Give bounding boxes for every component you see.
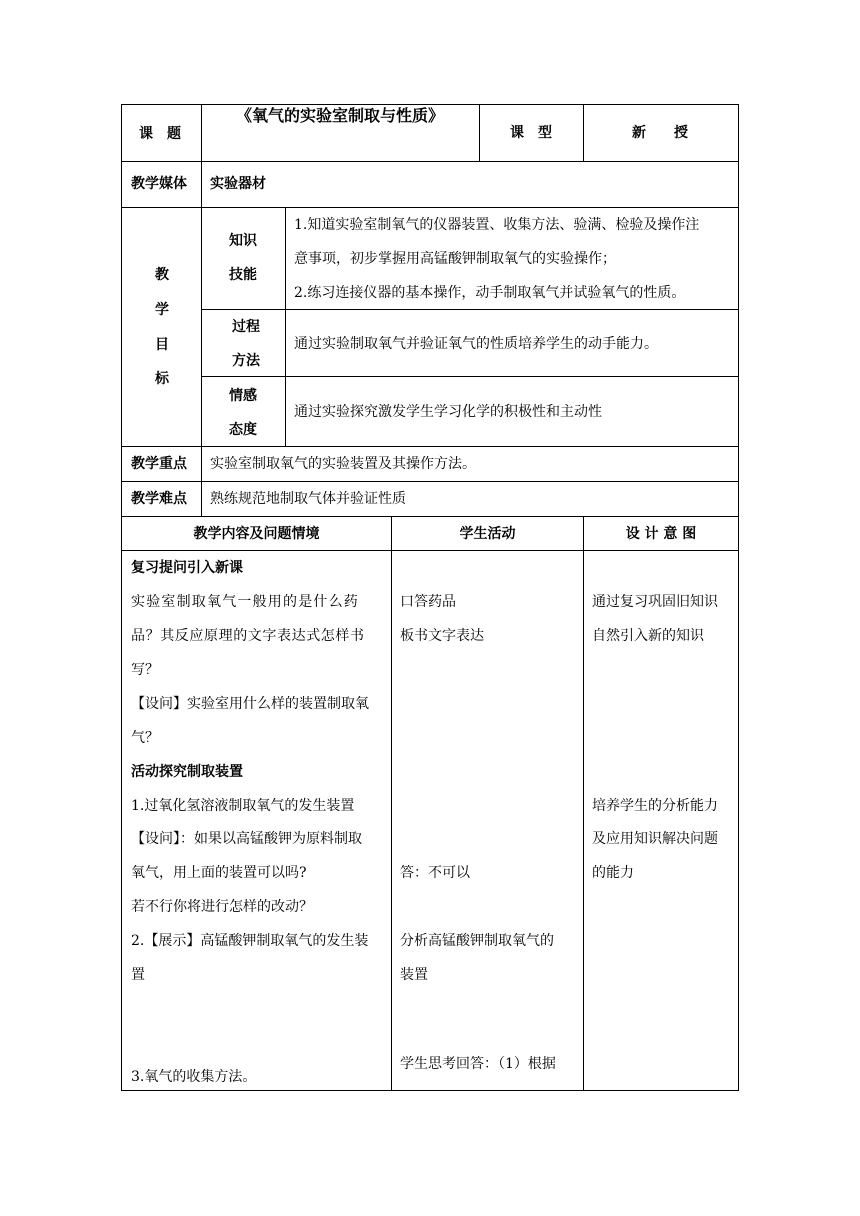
objectives-label-char: 目 xyxy=(155,337,169,353)
student-activity: 答：不可以 xyxy=(400,865,470,881)
design-intent: 的能力 xyxy=(592,865,634,881)
difficulty-value: 熟练规范地制取气体并验证性质 xyxy=(210,491,406,507)
table-rule xyxy=(121,104,739,105)
table-rule xyxy=(121,550,739,551)
key-point-value: 实验室制取氧气的实验装置及其操作方法。 xyxy=(210,456,476,472)
section-heading: 复习提问引入新课 xyxy=(131,560,243,576)
media-value: 实验器材 xyxy=(210,176,266,192)
table-rule xyxy=(285,207,286,446)
table-rule xyxy=(201,309,739,310)
student-activity: 装置 xyxy=(400,967,428,983)
student-activity: 分析高锰酸钾制取氧气的 xyxy=(400,933,554,949)
content-line: 气？ xyxy=(131,730,159,746)
process-text: 通过实验制取氧气并验证氧气的性质培养学生的动手能力。 xyxy=(294,336,658,352)
content-line: 若不行你将进行怎样的改动？ xyxy=(131,899,313,915)
table-rule xyxy=(583,516,584,1091)
table-rule xyxy=(121,1090,739,1091)
section-heading: 活动探究制取装置 xyxy=(131,764,243,780)
table-rule xyxy=(201,104,202,516)
knowledge-label: 知识 xyxy=(229,233,257,249)
content-line: 3.氧气的收集方法。 xyxy=(131,1069,257,1085)
table-rule xyxy=(479,104,480,161)
objectives-label-char: 学 xyxy=(155,302,169,318)
student-activity: 口答药品 xyxy=(400,594,456,610)
table-rule xyxy=(121,481,739,482)
table-rule xyxy=(121,161,739,162)
key-point-label: 教学重点 xyxy=(131,456,187,472)
table-rule xyxy=(583,104,584,161)
content-line: 置 xyxy=(131,967,145,983)
lesson-type-label: 课 型 xyxy=(510,125,552,141)
emotion-label: 态度 xyxy=(229,422,257,438)
content-line: 【设问】实验室用什么样的装置制取氧 xyxy=(131,696,369,712)
lesson-type-value: 新 授 xyxy=(632,125,688,141)
emotion-label: 情感 xyxy=(229,388,257,404)
table-rule xyxy=(738,104,739,1091)
column-header-design: 设 计 意 图 xyxy=(625,526,697,542)
emotion-text: 通过实验探究激发学生学习化学的积极性和主动性 xyxy=(294,404,602,420)
difficulty-label: 教学难点 xyxy=(131,491,187,507)
process-label: 方法 xyxy=(232,353,260,369)
knowledge-text: 意事项，初步掌握用高锰酸钾制取氧气的实验操作； xyxy=(294,251,616,267)
content-line: 实验室制取氧气一般用的是什么药 xyxy=(131,594,359,610)
student-activity: 板书文字表达 xyxy=(400,628,484,644)
table-rule xyxy=(121,446,739,447)
table-rule xyxy=(121,104,122,1091)
table-rule xyxy=(121,516,739,517)
knowledge-text: 1.知道实验室制氧气的仪器装置、收集方法、验满、检验及操作注 xyxy=(294,217,700,233)
table-rule xyxy=(121,207,739,208)
content-line: 2.【展示】高锰酸钾制取氧气的发生装 xyxy=(131,933,369,949)
design-intent: 通过复习巩固旧知识 xyxy=(592,594,718,610)
objectives-label-char: 标 xyxy=(155,371,169,387)
objectives-label-char: 教 xyxy=(155,267,169,283)
design-intent: 培养学生的分析能力 xyxy=(592,798,718,814)
knowledge-text: 2.练习连接仪器的基本操作，动手制取氧气并试验氧气的性质。 xyxy=(294,285,686,301)
design-intent: 自然引入新的知识 xyxy=(592,628,704,644)
content-line: 氧气，用上面的装置可以吗? xyxy=(131,865,307,881)
student-activity: 学生思考回答：（1）根据 xyxy=(400,1056,556,1072)
media-label: 教学媒体 xyxy=(131,176,187,192)
content-line: 品？其反应原理的文字表达式怎样书 xyxy=(131,628,365,644)
table-rule xyxy=(201,376,739,377)
design-intent: 及应用知识解决问题 xyxy=(592,831,718,847)
column-header-content: 教学内容及问题情境 xyxy=(193,526,320,542)
content-line: 1.过氧化氢溶液制取氧气的发生装置 xyxy=(131,798,355,814)
content-line: 【设问】：如果以高锰酸钾为原料制取 xyxy=(131,831,362,847)
lesson-title: 《氧气的实验室制取与性质》 xyxy=(236,106,445,125)
knowledge-label: 技能 xyxy=(229,267,257,283)
process-label: 过程 xyxy=(232,319,260,335)
table-rule xyxy=(391,516,392,1091)
content-line: 写？ xyxy=(131,662,159,678)
column-header-student: 学生活动 xyxy=(459,526,516,542)
topic-label: 课 题 xyxy=(139,126,181,142)
